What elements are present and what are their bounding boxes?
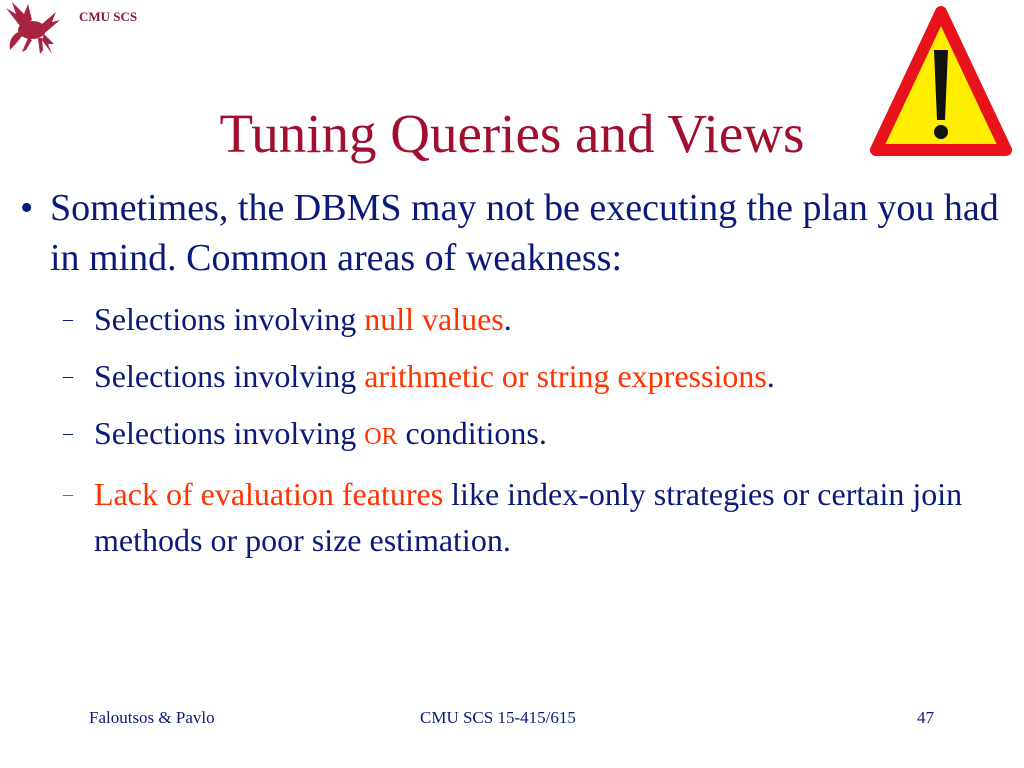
sub-bullet-text: Selections involving xyxy=(94,301,365,337)
sub-bullet-text: conditions. xyxy=(397,415,547,451)
highlight-text: Lack of evaluation features xyxy=(94,476,444,512)
page-number: 47 xyxy=(917,708,934,727)
sub-bullet-text: Selections involving xyxy=(94,358,365,394)
bullet-marker: • xyxy=(20,187,34,229)
dragon-logo-icon xyxy=(2,0,62,58)
sub-bullet-text: . xyxy=(766,358,775,394)
dash-marker: – xyxy=(63,483,73,505)
sub-bullet-text: . xyxy=(503,301,512,337)
footer-course: CMU SCS 15-415/615 xyxy=(420,708,576,727)
sub-bullet-item xyxy=(63,471,993,563)
highlight-text: null values xyxy=(364,301,504,337)
sub-bullet-item xyxy=(63,410,993,460)
highlight-text: arithmetic or string expressions xyxy=(364,358,767,394)
sub-bullet-text: Selections involving xyxy=(94,415,365,451)
main-bullet xyxy=(20,183,1010,283)
sub-bullet-item xyxy=(63,353,993,399)
highlight-text: OR xyxy=(364,424,398,450)
dash-marker: – xyxy=(63,422,73,444)
footer-authors: Faloutsos & Pavlo xyxy=(89,708,215,727)
dash-marker: – xyxy=(63,365,73,387)
sub-bullet-item xyxy=(63,296,993,342)
org-label: CMU SCS xyxy=(79,9,138,24)
slide-title: Tuning Queries and Views xyxy=(219,103,805,164)
sub-bullet-text: like index-only strategies or certain join methods or poor size estimation. xyxy=(94,476,963,558)
main-bullet-text: Sometimes, the DBMS may not be executing the plan you had in mind. Common areas of weakness: xyxy=(50,187,999,279)
dash-marker: – xyxy=(63,308,73,330)
sub-bullet-list xyxy=(63,296,993,574)
